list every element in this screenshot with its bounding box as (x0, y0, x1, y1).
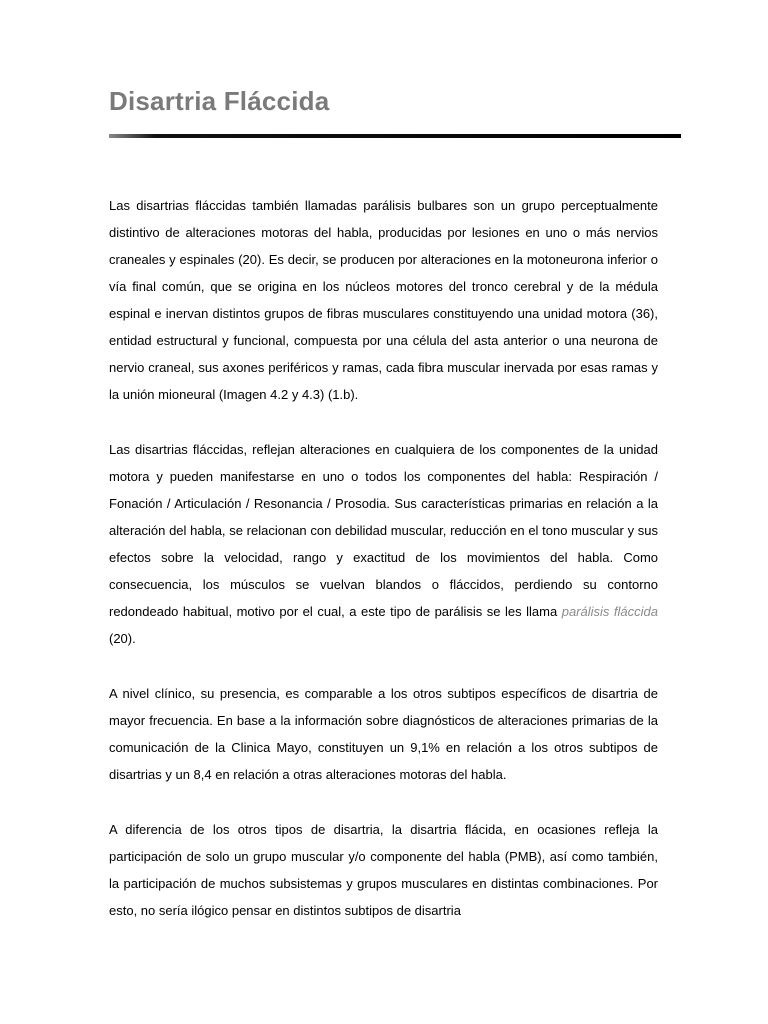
title-underline-rule (109, 134, 681, 138)
paragraph-3: A nivel clínico, su presencia, es comparable a los otros subtipos específicos de disartria de mayor frecuencia. En base a la información sobre diagnósticos de alteraciones primarias de la comunicación de la Clinica Mayo, constituyen un 9,1% en relación a los otros subtipos de disartrias y un 8,4 en relación a otras alteraciones motoras del habla. (109, 686, 658, 782)
paragraph-4: A diferencia de los otros tipos de disartria, la disartria flácida, en ocasiones refleja la participación de solo un grupo muscular y/o componente del habla (PMB), así como también, la participación de muchos subsistemas y grupos musculares en distintas combinaciones. Por esto, no sería ilógico pensar en distintos subtipos de disartria (109, 822, 658, 918)
paragraph-2-text-end: (20). (109, 631, 136, 646)
paragraph-2 (109, 436, 658, 652)
page-title: Disartria Fláccida (109, 86, 330, 116)
document-body (109, 192, 658, 952)
paragraph-2-emphasis: parálisis fláccida (561, 604, 658, 619)
paragraph-1: Las disartrias fláccidas también llamadas parálisis bulbares son un grupo perceptualmente distintivo de alteraciones motoras del habla, producidas por lesiones en uno o más nervios craneales y espinales (20). Es decir, se producen por alteraciones en la motoneurona inferior o vía final común, que se origina en los núcleos motores del tronco cerebral y de la médula espinal e inervan distintos grupos de fibras musculares constituyendo una unidad motora (36), entidad estructural y funcional, compuesta por una célula del asta anterior o una neurona de nervio craneal, sus axones periféricos y ramas, cada fibra muscular inervada por esas ramas y la unión mioneural (Imagen 4.2 y 4.3) (1.b). (109, 198, 658, 402)
paragraph-2-text-start: Las disartrias fláccidas, reflejan alteraciones en cualquiera de los componentes de la unidad motora y pueden manifestarse en uno o todos los componentes del habla: Respiración / Fonación / Articulación / Resonancia / Prosodia. Sus características primarias en relación a la alteración del habla, se relacionan con debilidad muscular, reducción en el tono muscular y sus efectos sobre la velocidad, rango y exactitud de los movimientos del habla. Como consecuencia, los músculos se vuelvan blandos o fláccidos, perdiendo su contorno redondeado habitual, motivo por el cual, a este tipo de parálisis se les llama (109, 442, 658, 619)
